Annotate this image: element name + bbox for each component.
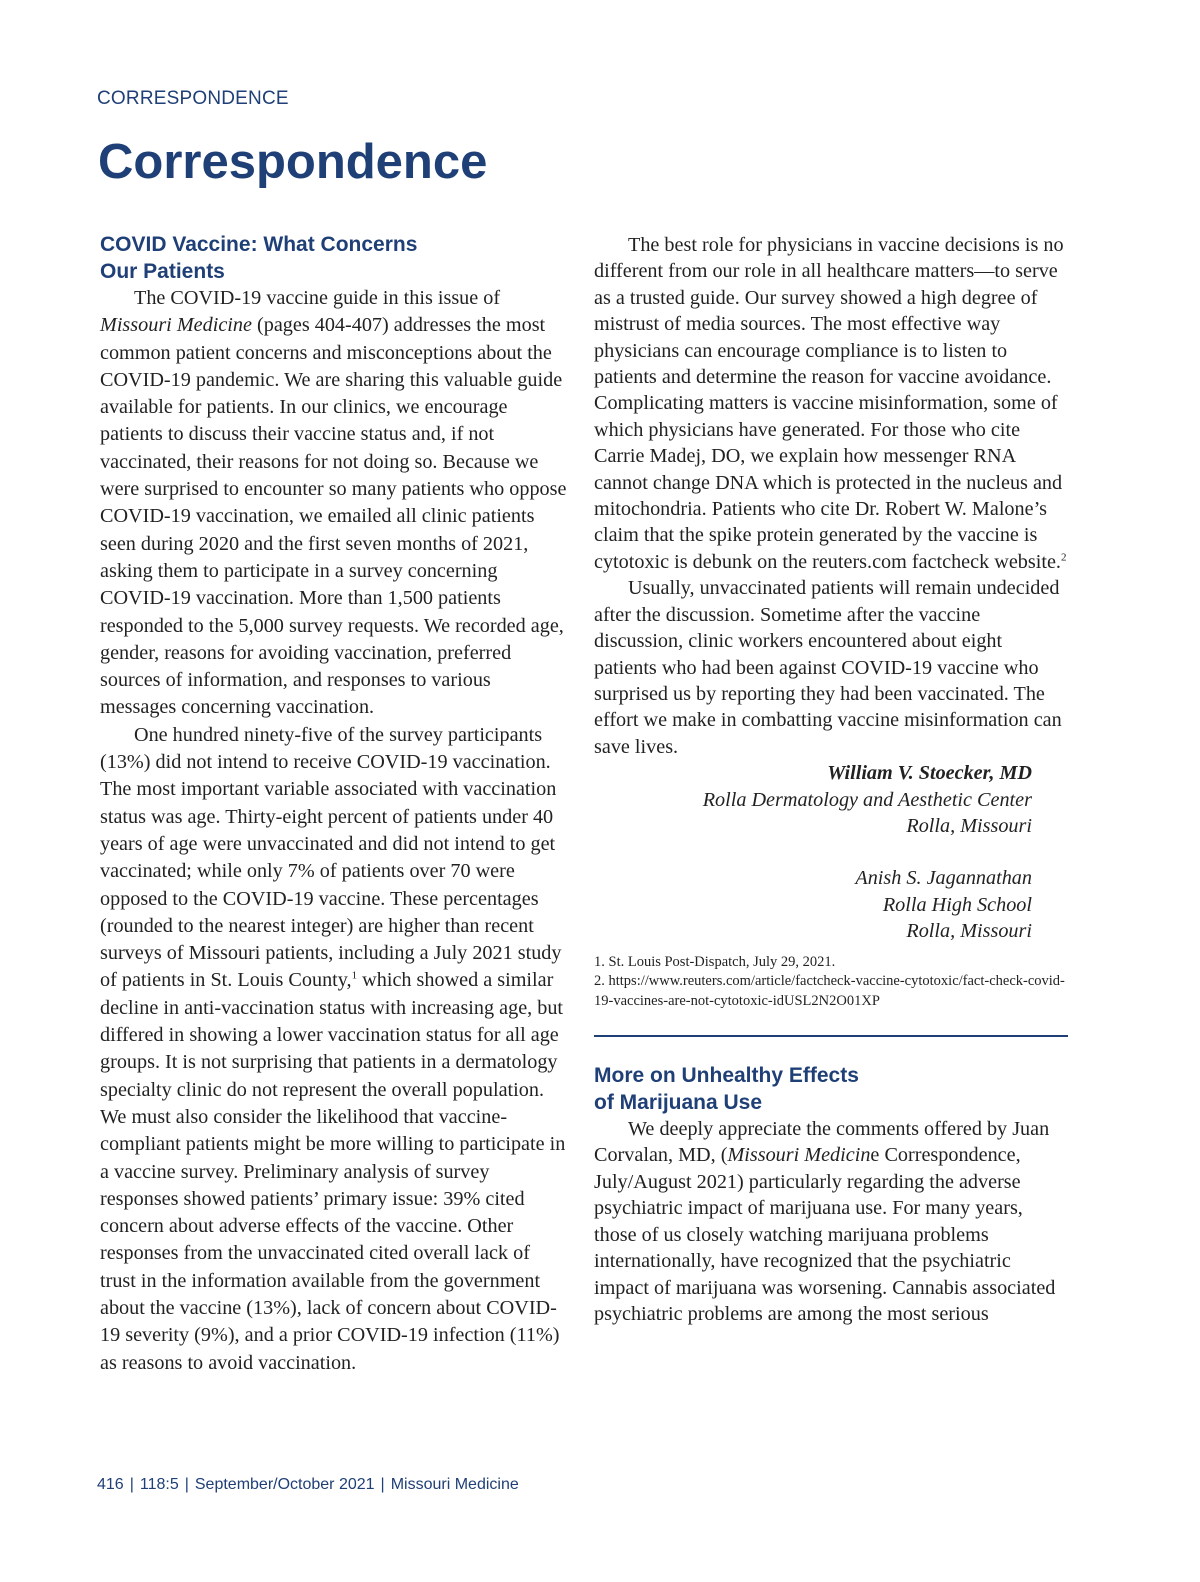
a2-text-a: We deeply appreciate the comments offered by Juan Corvalan, MD, ( [594,1118,1050,1167]
a2-text-b: Correspondence, July/August 2021) particularly regarding the adverse psychiatric impact of marijuana use. For many years, those of us closely watching marijuana problems internationally, have recognized that the psychiatric impact of marijuana was worsening. Cannabis associated psychiatric problems are among the most serious [594,1144,1056,1325]
right-column [594,232,1068,1327]
footer-volume: 118:5 [139,1476,179,1493]
p2-text-a: One hundred ninety-five of the survey participants (13%) did not intend to receive COVID-19 vaccination. The most important variable associated with vaccination status was age. Thirty-eight percent of patients under 40 years of age were unvaccinated and did not intend to get vaccinated; while only 7% of patients over 70 were opposed to the COVID-19 vaccine. These percentages (rounded to the nearest integer) are higher than recent surveys of Missouri patients, including a July 2021 study of patients in St. Louis County, [100,723,562,992]
p3-text: The best role for physicians in vaccine decisions is no different from our role in all healthcare matters—to serve as a trusted guide. Our survey showed a high degree of mistrust of media sources. The most effective way physicians can encourage compliance is to listen to patients and determine the reason for vaccine avoidance. Complicating matters is vaccine misinformation, some of which physicians have generated. For those who cite Carrie Madej, DO, we explain how messenger RNA cannot change DNA which is protected in the nucleus and mitochondria. Patients who cite Dr. Robert W. Malone’s claim that the spike protein generated by the vaccine is cytotoxic is debunk on the reuters.com factcheck website. [594,234,1064,573]
author2-name: Anish S. Jagannathan [855,867,1032,890]
author2-city: Rolla, Missouri [906,920,1032,943]
author1-city: Rolla, Missouri [906,814,1032,837]
a2-journal-suffix: e [870,1144,880,1167]
reference-2: 2 [1060,551,1067,564]
page-title: Correspondence [98,135,488,189]
left-column [100,232,570,1377]
article1-paragraph-4: Usually, unvaccinated patients will remain undecided after the discussion. Sometime after the vaccine discussion, clinic workers encountered about eight patients who had been against COVID-19 vaccine who surprised us by reporting they had been vaccinated. The effort we make in combatting vaccine misinformation can save lives. [594,577,1062,758]
article2-heading-line2: of Marijuana Use [594,1090,763,1114]
article1-heading-line2: Our Patients [100,259,225,283]
p1-text-b: (pages 404-407) addresses the most common patient concerns and misconceptions about the COVID-19 pandemic. We are sharing this valuable guide available for patients. In our clinics, we encourage patients to discuss their vaccine status and, if not vaccinated, their reasons for not doing so. Because we were surprised to encounter so many patients who oppose COVID-19 vaccination, we emailed all clinic patients seen during 2020 and the first seven months of 2021, asking them to participate in a survey concerning COVID-19 vaccination. More than 1,500 patients responded to the 5,000 survey requests. We recorded age, gender, reasons for avoiding vaccination, preferred sources of information, and responses to various messages concerning vaccination. [100,314,567,719]
footer-journal: Missouri Medicine [390,1476,519,1493]
signature-spacer [594,839,1068,865]
footer-date: September/October 2021 [194,1476,375,1493]
p2-text-b: which showed a similar decline in anti-vaccination status with increasing age, but differed in showing a lower vaccination status for all age groups. It is not surprising that patients in a dermatology specialty clinic do not represent the overall population. We must also consider the likelihood that vaccine-compliant patients might be more willing to participate in a vaccine survey. Preliminary analysis of survey responses showed patients’ primary issue: 39% cited concern about adverse effects of the vaccine. Other responses from the unvaccinated cited overall lack of trust in the information available from the government about the vaccine (13%), lack of concern about COVID-19 severity (9%), and a prior COVID-19 infection (11%) as reasons to avoid vaccination. [100,969,566,1374]
a2-journal-name: Missouri Medicin [727,1144,871,1167]
section-divider [594,1035,1068,1037]
article2-heading-line1: More on Unhealthy Effects [594,1064,859,1088]
article1-paragraph-2 [100,722,570,1377]
article2-heading [594,1063,1068,1116]
journal-name: Missouri Medicine [100,314,252,337]
reference-1: 1 [351,969,358,982]
footnote-2: 2. https://www.reuters.com/article/factcheck-vaccine-cytotoxic/fact-check-covid-19-vaccines-are-not-cytotoxic-idUSL2N2O01XP [594,973,1065,1009]
footnote-1: 1. St. Louis Post-Dispatch, July 29, 2021. [594,953,836,970]
article1-heading-line1: COVID Vaccine: What Concerns [100,233,418,256]
author1-name: William V. Stoecker, MD [827,762,1032,785]
section-label: CORRESPONDENCE [97,88,289,109]
footnotes [594,953,1068,1012]
footer-page-number: 416 [97,1476,124,1493]
p1-text-a: The COVID-19 vaccine guide in this issue of [134,287,501,309]
page-footer: 416 | 118:5 | September/October 2021 | Missouri Medicine [97,1476,519,1493]
author2-org: Rolla High School [882,893,1032,916]
article1-paragraph-1 [100,285,570,722]
article1-heading [100,232,570,285]
article2-paragraph-1 [594,1116,1068,1327]
article1-paragraph-3 [594,232,1068,575]
author1-org: Rolla Dermatology and Aesthetic Center [702,788,1032,811]
